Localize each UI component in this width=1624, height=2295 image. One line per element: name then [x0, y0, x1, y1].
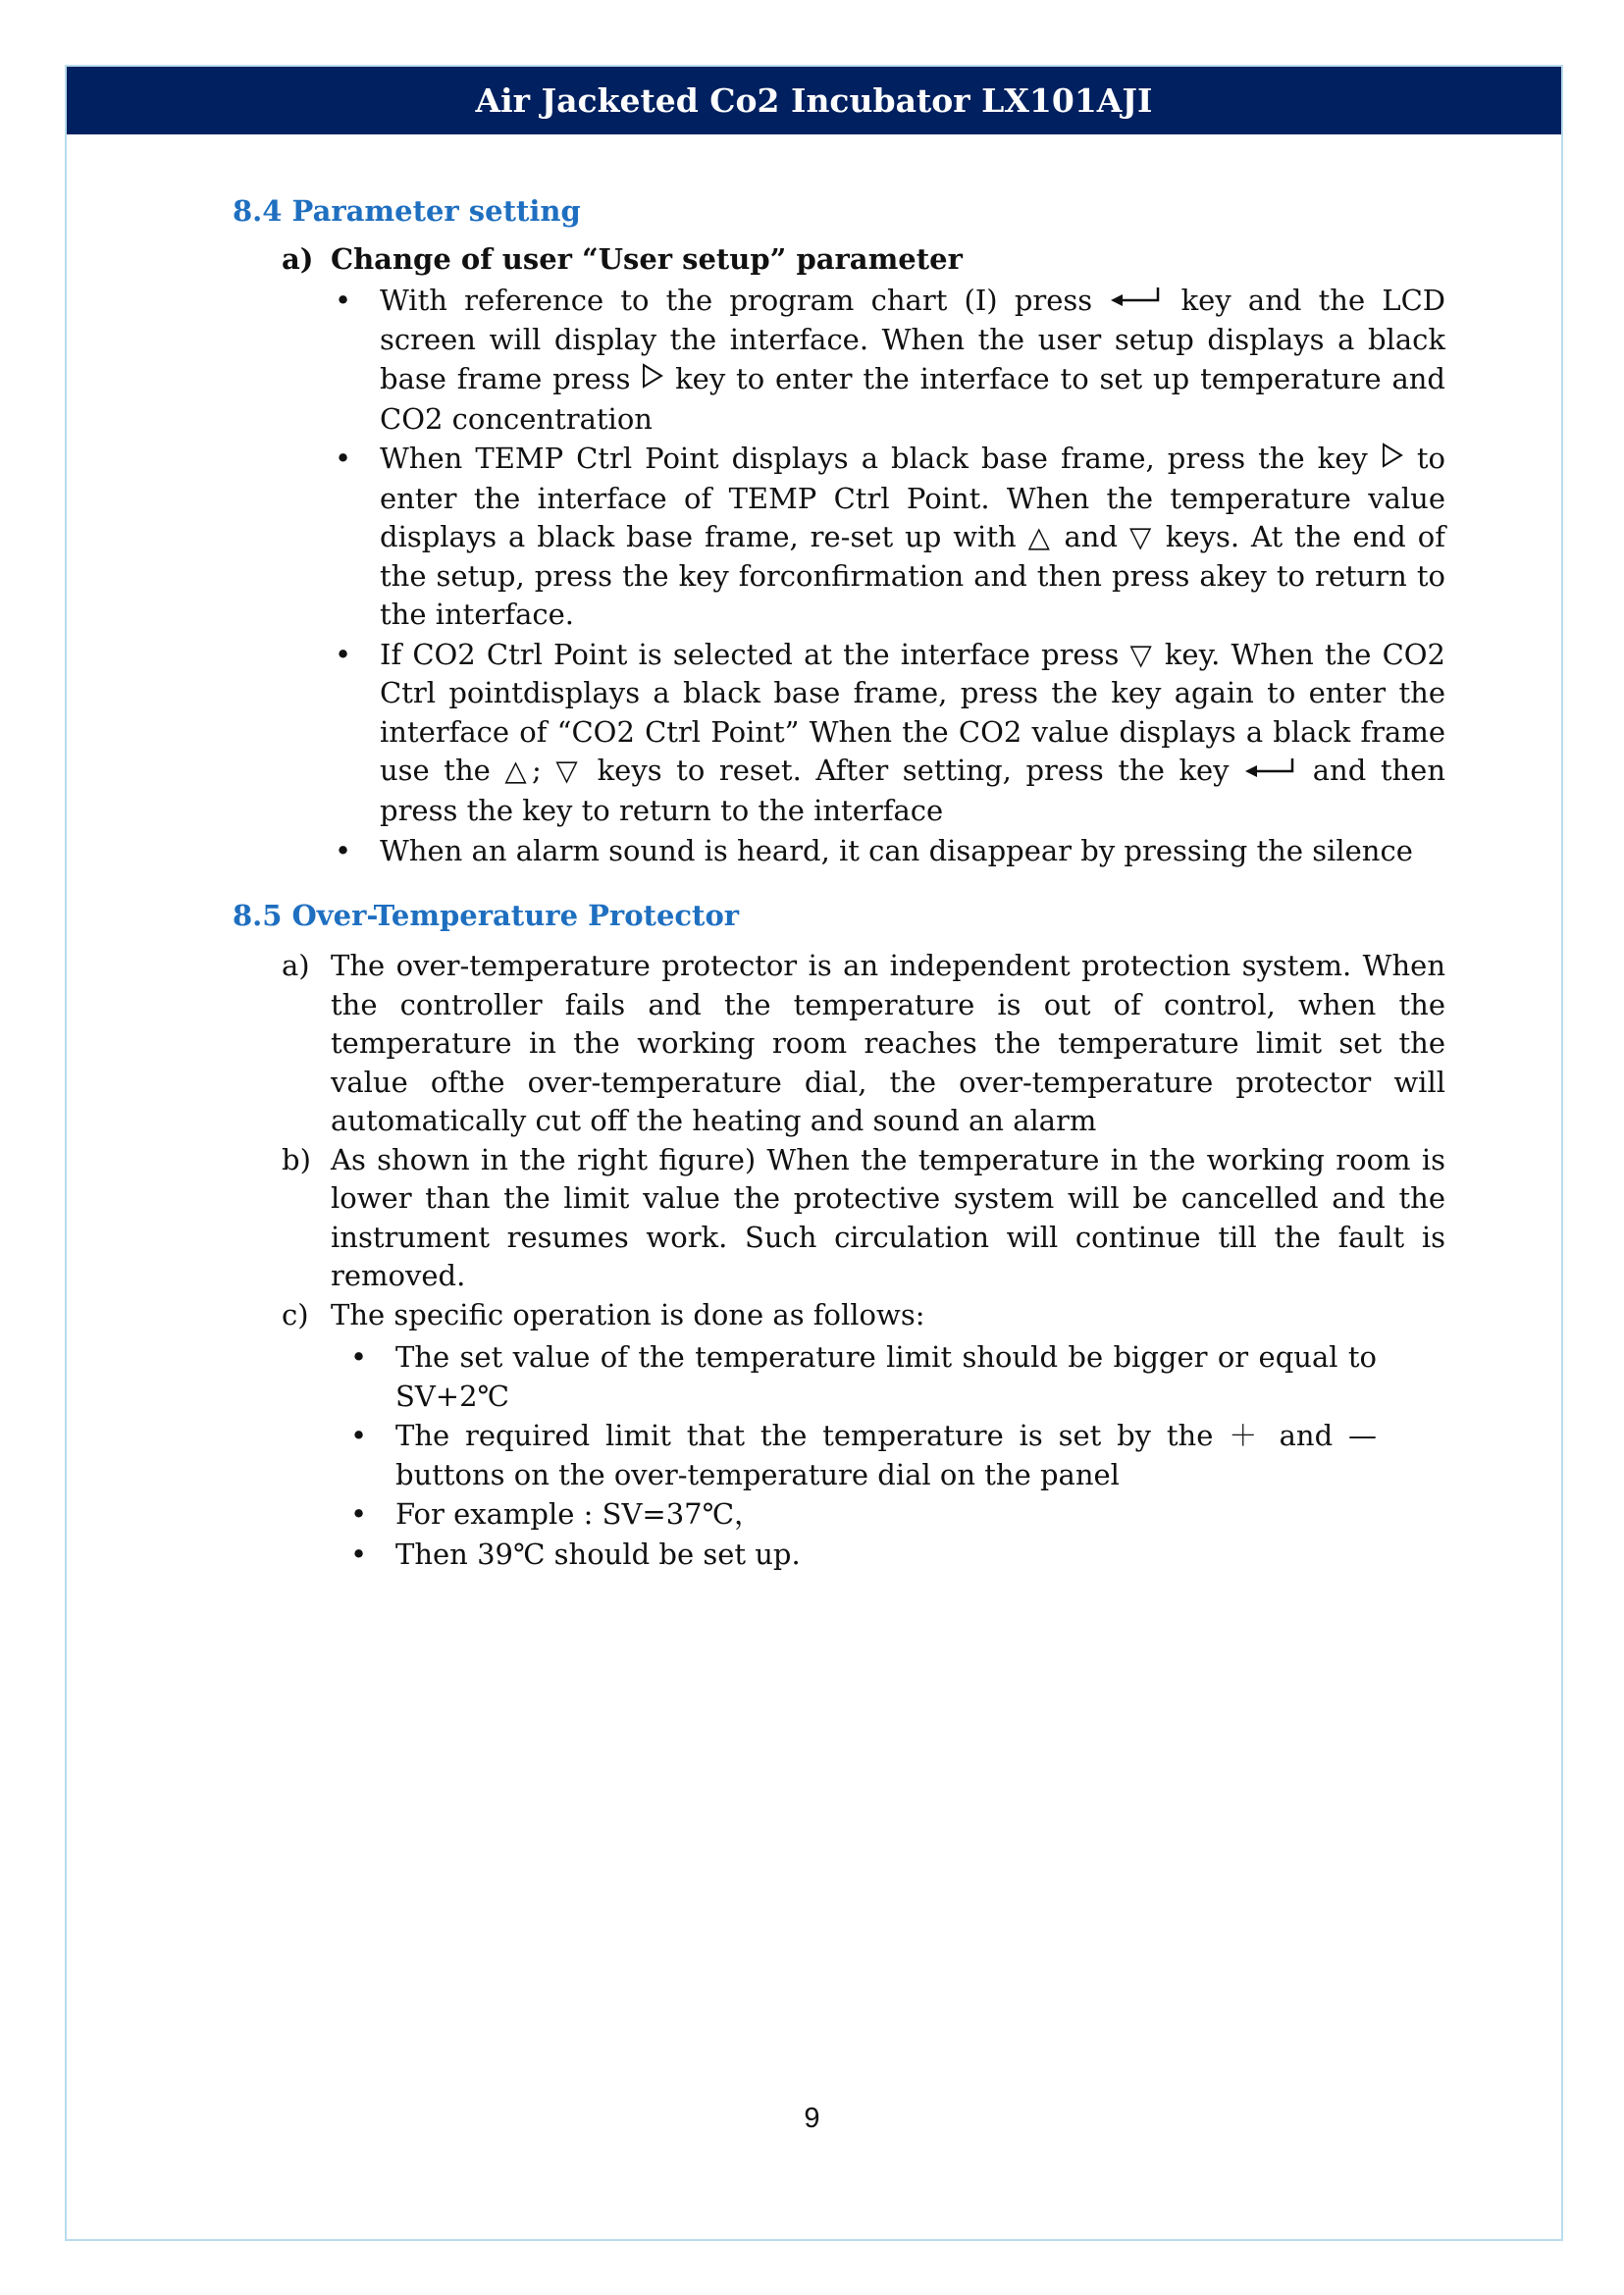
bullet-text: to enter the interface of TEMP Ctrl Point. When the temperature value displays a black base frame, re-set up with △ and ▽ keys. At the end of the setup, press the key forconfirmation and then press akey to return to the interface. — [380, 442, 1446, 632]
page-header: Air Jacketed Co2 Incubator LX101AJI — [67, 67, 1561, 134]
list-item: • The required limit that the temperature is set by the ＋ and — buttons on the over-temperature dial on the panel — [395, 1417, 1377, 1494]
list-marker: a) — [282, 949, 310, 982]
bullet-text: If CO2 Ctrl Point is selected at the interface press ▽ key. When the CO2 Ctrl pointdisplays a black base frame, press the key again to enter the interface of “CO2 Ctrl Point” When the CO2 value displays a black frame use the △; ▽ keys to reset. After setting, press the key — [380, 637, 1445, 788]
list-item — [380, 282, 1445, 440]
list-item: • Then 39℃ should be set up. — [395, 1536, 1377, 1575]
bullet-text: key to enter the interface to set up temperature and CO2 concentration — [380, 361, 1445, 436]
list-item: • The set value of the temperature limit should be bigger or equal to SV+2℃ — [395, 1338, 1377, 1416]
parameter-setting-list — [233, 282, 1445, 871]
right-triangle-key-icon — [641, 361, 664, 400]
subsection-a-title — [233, 240, 1445, 280]
page-content — [233, 191, 1445, 1575]
right-triangle-key-icon — [1381, 441, 1404, 480]
protector-list — [233, 947, 1445, 1574]
list-item — [380, 440, 1445, 635]
item-text: The over-temperature protector is an independent protection system. When the controller fails and the temperature is out of control, when the temperature in the working room reaches the temperature limit set the value ofthe over-temperature dial, the over-temperature protector will automatically cut off the heating and sound an alarm — [331, 949, 1445, 1137]
list-marker: a) — [282, 242, 314, 276]
list-item: • For example : SV=37℃， — [395, 1495, 1377, 1535]
bullet-text: When an alarm sound is heard, it can disappear by pressing the silence — [380, 833, 1413, 867]
list-marker: b) — [282, 1142, 311, 1176]
item-text: As shown in the right figure) When the temperature in the working room is lower than the limit value the protective system will be cancelled and the instrument resumes work. Such circulation will continue till the fault is removed. — [331, 1142, 1445, 1292]
enter-key-icon — [1109, 283, 1164, 322]
section-heading-8-5: 8.5 Over-Temperature Protector — [233, 899, 740, 932]
subsection-title-text: Change of user “User setup” parameter — [331, 242, 963, 276]
section-heading-8-4: 8.4 Parameter setting — [233, 194, 581, 228]
bullet-text: key and the LCD screen will display the interface. When the user setup displays a black base frame press — [380, 283, 1446, 395]
list-item — [380, 832, 1445, 871]
bullet-text: With reference to the program chart (I) press — [380, 283, 1093, 317]
list-item — [282, 1296, 1445, 1575]
bullet-text: When TEMP Ctrl Point displays a black base frame, press the key — [380, 442, 1368, 475]
bullet-text: and then press the key to return to the interface — [380, 754, 1446, 827]
page-number: 9 — [804, 2103, 820, 2134]
item-text: The specific operation is done as follows: — [331, 1297, 925, 1331]
enter-key-icon — [1243, 754, 1298, 793]
list-item — [380, 636, 1445, 831]
list-item — [282, 1141, 1445, 1296]
operation-steps-list — [331, 1338, 1377, 1574]
list-marker: c) — [282, 1297, 309, 1331]
list-item — [282, 947, 1445, 1141]
